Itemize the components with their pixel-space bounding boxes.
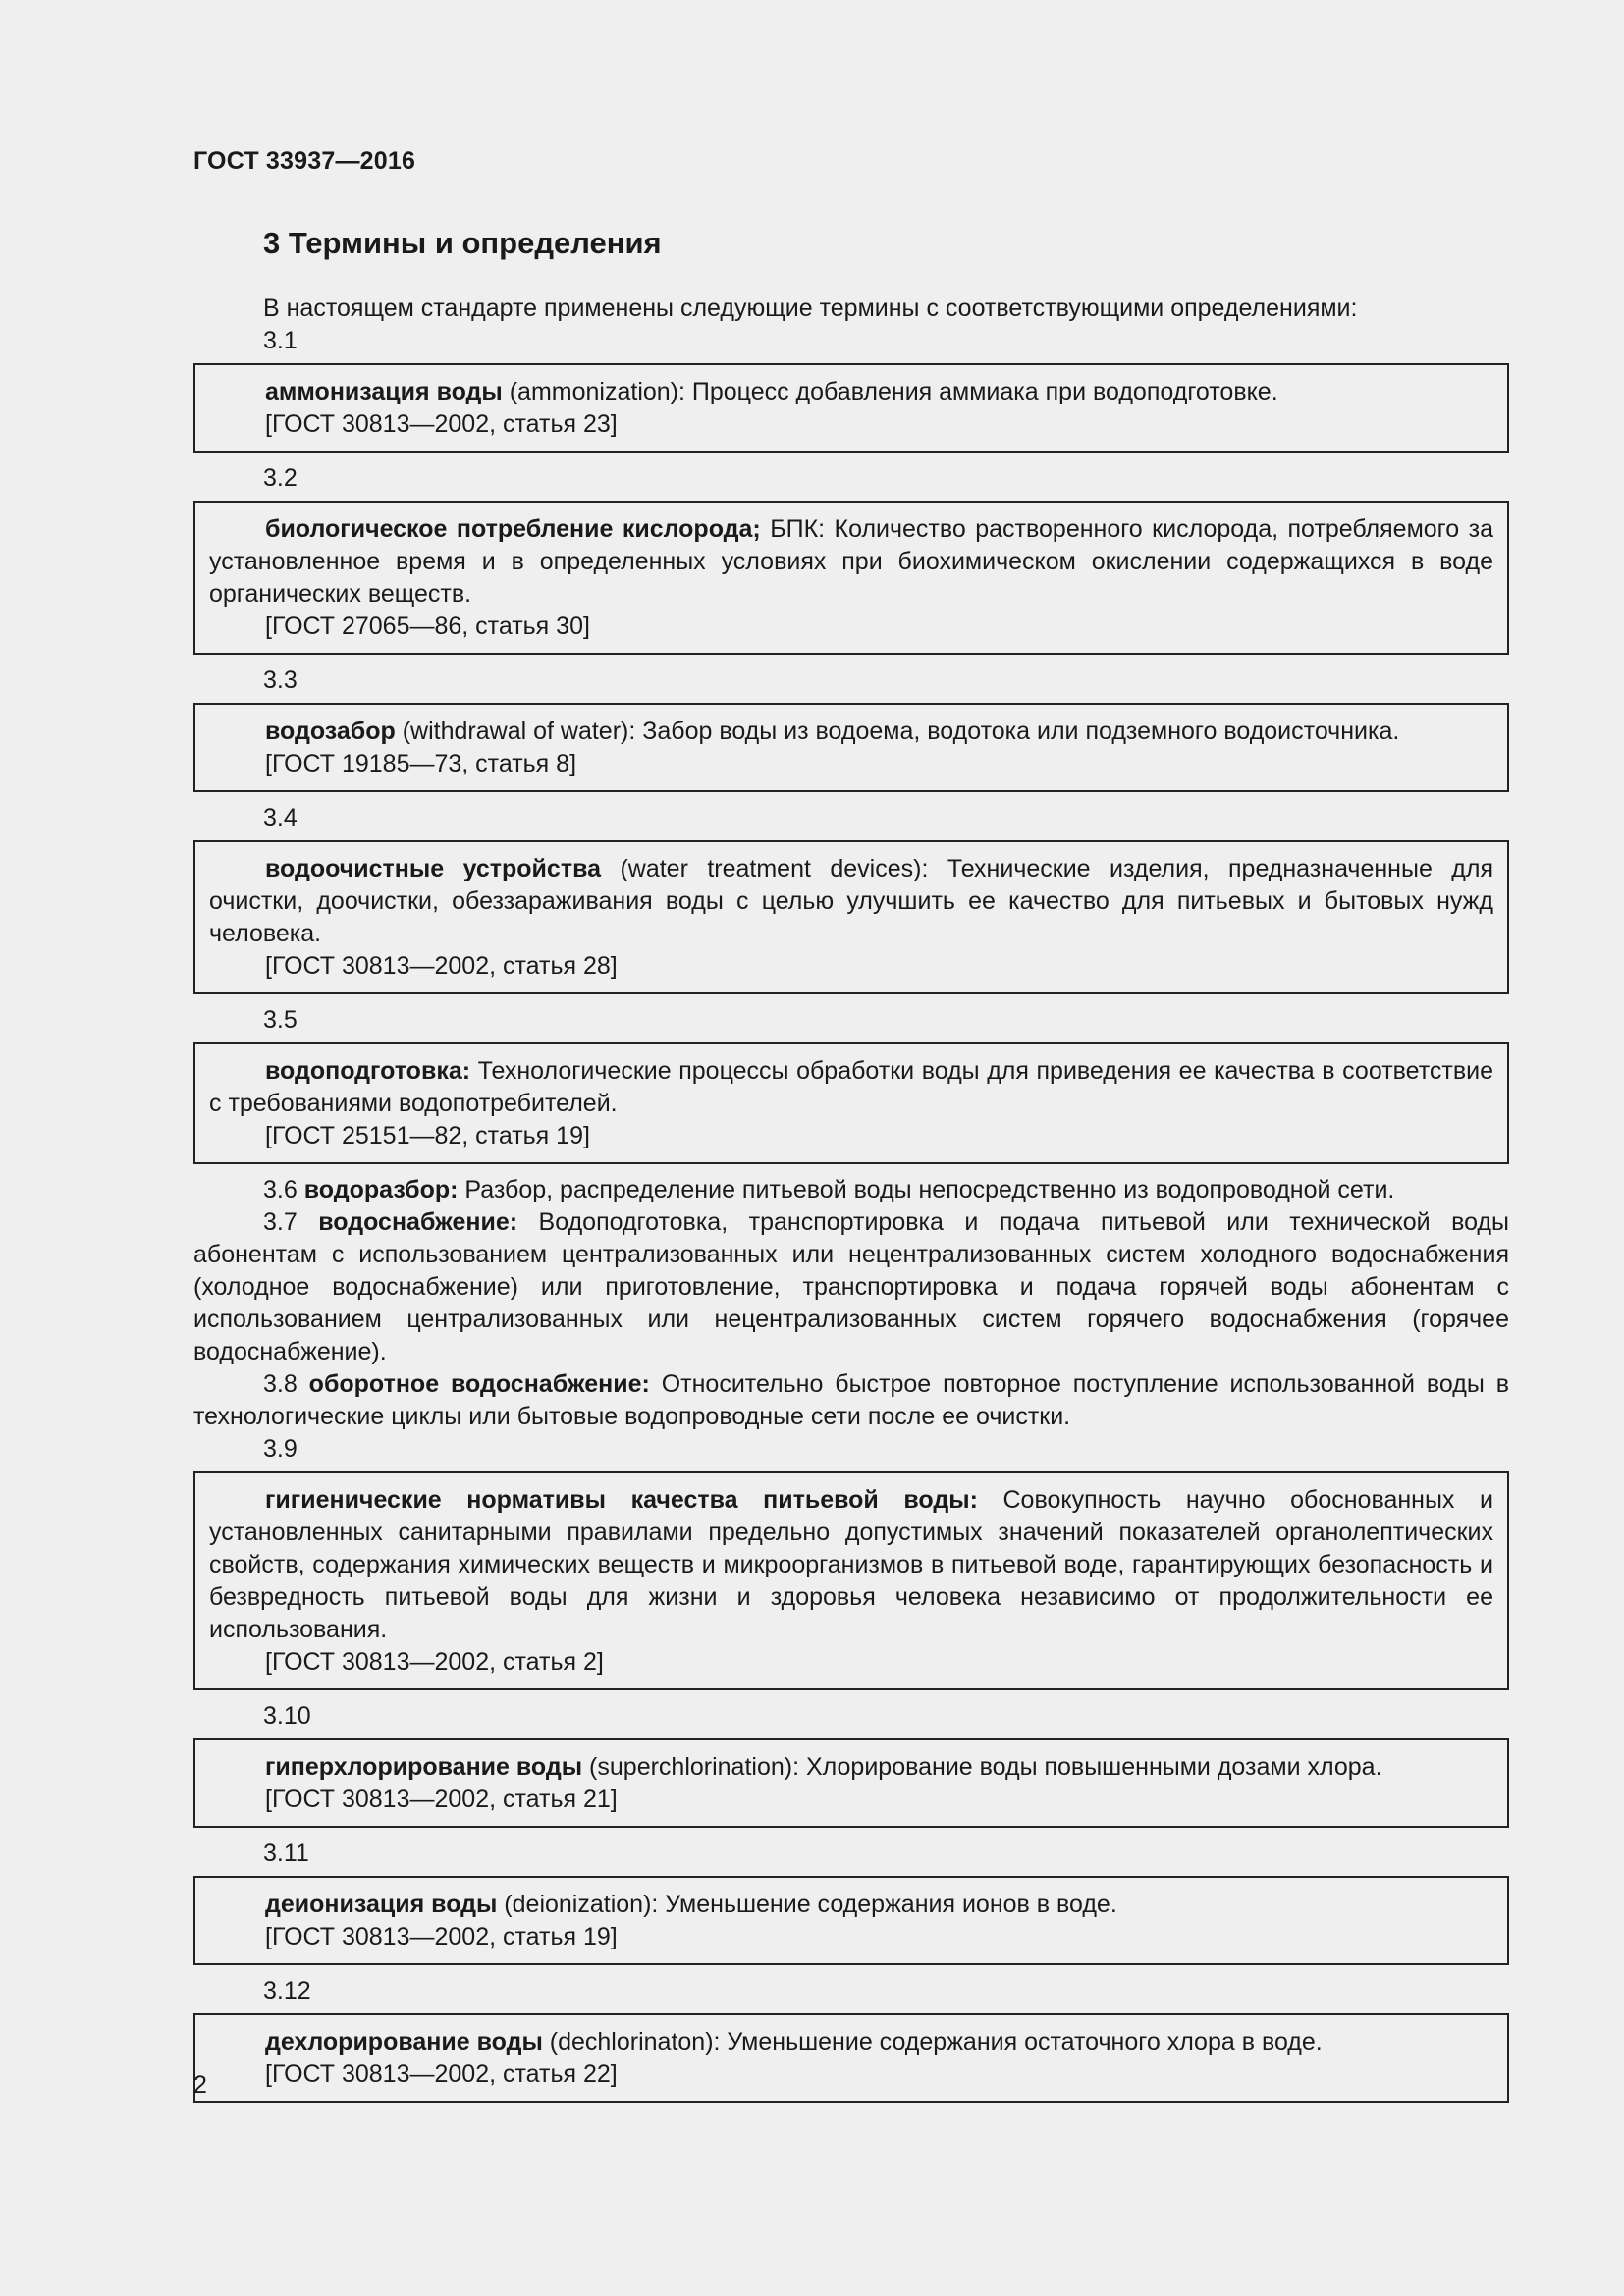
term-definition-box [193, 501, 1509, 655]
term-number: 3.7 [263, 1208, 298, 1236]
term-definition [209, 1484, 1493, 1646]
term-text: (deionization): Уменьшение содержания ионов в воде. [497, 1891, 1117, 1918]
term-number: 3.3 [263, 667, 298, 694]
page-number: 2 [193, 2071, 207, 2099]
term-source: [ГОСТ 30813—2002, статья 21] [265, 1786, 618, 1813]
term-definition [209, 1055, 1493, 1120]
term-number: 3.9 [263, 1435, 298, 1463]
term-definition-box [193, 1471, 1509, 1690]
term-name: аммонизация воды [265, 378, 503, 405]
term-source: [ГОСТ 30813—2002, статья 23] [265, 410, 618, 438]
term-text: БПК: Количество растворенного кислорода, потребляемого за установленное время и в определенных условиях при биохимическом окислении содержащихся в воде органических веществ. [209, 515, 1493, 608]
term-source: [ГОСТ 30813—2002, статья 2] [265, 1648, 604, 1676]
term-name: водоподготовка: [265, 1057, 471, 1085]
term-text: (ammonization): Процесс добавления аммиака при водоподготовке. [502, 378, 1278, 405]
term-definition-box [193, 363, 1509, 453]
term-number: 3.4 [263, 804, 298, 831]
term-definition [209, 853, 1493, 950]
section-title: 3 Термины и определения [263, 226, 662, 260]
term-source: [ГОСТ 25151—82, статья 19] [265, 1122, 590, 1149]
term-definition-box [193, 1042, 1509, 1164]
term-text: (water treatment devices): Технические изделия, предназначенные для очистки, доочистки, обеззараживания воды с целью улучшить ее качество для питьевых и бытовых нужд человека. [209, 855, 1493, 947]
term-name: водоснабжение: [318, 1208, 518, 1236]
term-definition [209, 376, 1493, 408]
term-number: 3.11 [263, 1840, 309, 1867]
term-name: водоразбор: [303, 1176, 459, 1203]
term-number: 3.5 [263, 1006, 298, 1034]
term-number: 3.1 [263, 327, 298, 354]
term-name: оборотное водоснабжение: [308, 1370, 650, 1398]
term-text: Водоподготовка, транспортировка и подача питьевой или технической воды абонентам с использованием централизованных или нецентрализованных систем холодного водоснабжения (холодное водоснабжение) или приготовление, транспортировка и подача горячей воды абонентам с использованием централизованных или нецентрализованных систем горячего водоснабжения (горячее водоснабжение). [193, 1208, 1509, 1365]
term-text: (superchlorination): Хлорирование воды повышенными дозами хлора. [582, 1753, 1382, 1781]
term-text: Совокупность научно обоснованных и установленных санитарными правилами предельно допустимых значений показателей органолептических свойств, содержания химических веществ и микроорганизмов в питьевой воде, гарантирующих безопасность и безвредность питьевой воды для жизни и здоровья человека независимо от продолжительности ее использования. [209, 1486, 1493, 1643]
term-definition [209, 1889, 1493, 1921]
term-definition [209, 2026, 1493, 2058]
term-definition-box [193, 1876, 1509, 1965]
term-name: водозабор [265, 718, 396, 745]
term-definition [209, 513, 1493, 611]
document-body [193, 224, 1509, 2112]
term-inline [193, 1206, 1509, 1368]
term-number: 3.10 [263, 1702, 311, 1730]
term-source: [ГОСТ 27065—86, статья 30] [265, 613, 590, 640]
term-number: 3.12 [263, 1977, 311, 2004]
section-intro: В настоящем стандарте применены следующие термины с соответствующими определениями: [263, 294, 1358, 322]
term-text: Разбор, распределение питьевой воды непосредственно из водопроводной сети. [458, 1176, 1395, 1203]
term-name: водоочистные устройства [265, 855, 602, 882]
term-source: [ГОСТ 30813—2002, статья 22] [265, 2060, 618, 2088]
term-name: биологическое потребление кислорода; [265, 515, 761, 543]
term-definition [209, 1751, 1493, 1784]
term-definition-box [193, 703, 1509, 792]
term-name: деионизация воды [265, 1891, 498, 1918]
term-source: [ГОСТ 19185—73, статья 8] [265, 750, 577, 777]
term-text: (withdrawal of water): Забор воды из водоема, водотока или подземного водоисточника. [395, 718, 1400, 745]
document-code: ГОСТ 33937—2016 [193, 147, 416, 175]
term-inline [193, 1174, 1509, 1206]
term-inline [193, 1368, 1509, 1433]
term-source: [ГОСТ 30813—2002, статья 28] [265, 952, 618, 980]
term-definition-box [193, 2013, 1509, 2103]
term-source: [ГОСТ 30813—2002, статья 19] [265, 1923, 618, 1950]
term-name: гигиенические нормативы качества питьевой воды: [265, 1486, 978, 1514]
term-text: Относительно быстрое повторное поступление использованной воды в технологические циклы или бытовые водопроводные сети после ее очистки. [193, 1370, 1509, 1430]
term-name: гиперхлорирование воды [265, 1753, 583, 1781]
term-definition-box [193, 1738, 1509, 1828]
term-definition [209, 716, 1493, 748]
term-text: Технологические процессы обработки воды для приведения ее качества в соответствие с требованиями водопотребителей. [209, 1057, 1493, 1117]
term-text: (dechlorinaton): Уменьшение содержания остаточного хлора в воде. [542, 2028, 1323, 2056]
term-name: дехлорирование воды [265, 2028, 543, 2056]
term-number: 3.8 [263, 1370, 298, 1398]
term-definition-box [193, 840, 1509, 994]
term-number: 3.6 [263, 1176, 298, 1203]
term-number: 3.2 [263, 464, 298, 492]
